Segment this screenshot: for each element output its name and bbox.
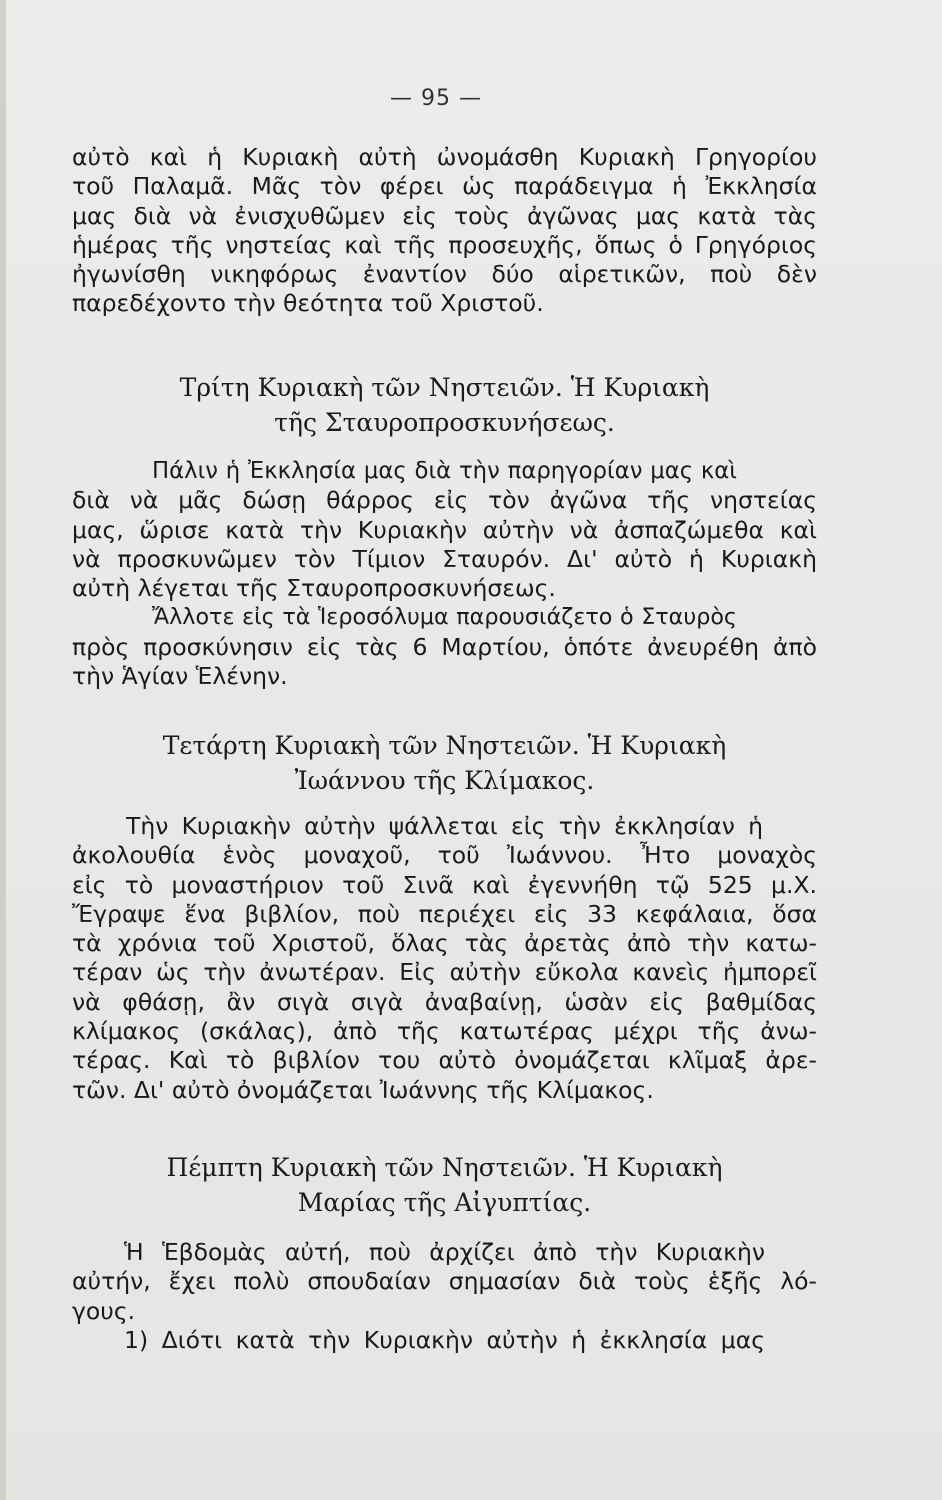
text-line: Πάλιν ἡ Ἐκκλησία μας διὰ τὴν παρηγορίαν μας καὶ — [152, 458, 737, 484]
text-line: πρὸς προσκύνησιν εἰς τὰς 6 Μαρτίου, ὁπότε ἀνευρέθη ἀπὸ — [72, 632, 817, 661]
heading-line: Πέμπτη Κυριακὴ τῶν Νηστειῶν. Ἡ Κυριακὴ — [166, 1153, 723, 1182]
text-line: μας διὰ νὰ ἐνισχυθῶμεν εἰς τοὺς ἀγῶνας μας κατὰ τὰς — [72, 201, 817, 230]
text-line: αὐτὸ καὶ ἡ Κυριακὴ αὐτὴ ὠνομάσθη Κυριακὴ Γρηγορίου — [72, 143, 817, 171]
text-line: γους. — [72, 1296, 136, 1325]
text-line: αὐτήν, ἔχει πολὺ σπουδαίαν σημασίαν διὰ τοὺς ἑξῆς λό- — [72, 1267, 817, 1296]
text-line: νὰ προσκυνῶμεν τὸν Τίμιον Σταυρόν. Δι' αὐτὸ ἡ Κυριακὴ — [72, 544, 817, 573]
heading-line: τῆς Σταυροπροσκυνήσεως. — [274, 408, 615, 437]
text-line: Ἡ Ἑβδομὰς αὐτή, ποὺ ἀρχίζει ἀπὸ τὴν Κυριακὴν — [124, 1238, 765, 1266]
text-line: νὰ φθάσῃ, ἂν σιγὰ σιγὰ ἀναβαίνῃ, ὡσὰν εἰς βαθμίδας — [72, 987, 817, 1016]
text-line: τὰ χρόνια τοῦ Χριστοῦ, ὅλας τὰς ἀρετὰς ἀπὸ τὴν κατω- — [72, 929, 817, 958]
heading-line: Τρίτη Κυριακὴ τῶν Νηστειῶν. Ἡ Κυριακὴ — [179, 373, 710, 402]
text-line: μας, ὥρισε κατὰ τὴν Κυριακὴν αὐτὴν νὰ ἀσπαζώμεθα καὶ — [72, 515, 817, 544]
intro-paragraph — [72, 143, 817, 319]
text-line: κλίμακος (σκάλας), ἀπὸ τῆς κατωτέρας μέχρι τῆς ἀνω- — [72, 1017, 817, 1046]
text-line: ἠγωνίσθη νικηφόρως ἐναντίον δύο αἱρετικῶν, ποὺ δὲν — [72, 260, 817, 289]
text-line: τέρας. Καὶ τὸ βιβλίον του αὐτὸ ὀνομάζεται κλῖμαξ ἀρε- — [72, 1046, 817, 1075]
text-line: τοῦ Παλαμᾶ. Μᾶς τὸν φέρει ὡς παράδειγμα ἡ Ἐκκλησία — [72, 172, 817, 201]
text-line: Τὴν Κυριακὴν αὐτὴν ψάλλεται εἰς τὴν ἐκκλησίαν ἡ — [126, 812, 763, 840]
page-number: — 95 — — [390, 86, 482, 111]
text-line: εἰς τὸ μοναστήριον τοῦ Σινᾶ καὶ ἐγεννήθη τῷ 525 μ.Χ. — [72, 870, 817, 899]
text-line: 1) Διότι κατὰ τὴν Κυριακὴν αὐτὴν ἡ ἐκκλησία μας — [124, 1325, 765, 1354]
text-line: αὐτὴ λέγεται τῆς Σταυροπροσκυνήσεως. — [72, 574, 556, 603]
section-heading-fifth-sunday — [72, 1150, 817, 1220]
heading-line: Τετάρτη Κυριακὴ τῶν Νηστειῶν. Ἡ Κυριακὴ — [162, 731, 727, 760]
text-line: ἡμέρας τῆς νηστείας καὶ τῆς προσευχῆς, ὅπως ὁ Γρηγόριος — [72, 230, 817, 259]
fifth-sunday-paragraph — [72, 1238, 817, 1355]
text-line: ἀκολουθία ἑνὸς μοναχοῦ, τοῦ Ἰωάννου. Ἦτο μοναχὸς — [72, 841, 817, 870]
text-line: τὴν Ἁγίαν Ἑλένην. — [72, 662, 288, 691]
text-line: Ἔγραψε ἕνα βιβλίον, ποὺ περιέχει εἰς 33 κεφάλαια, ὅσα — [72, 899, 817, 928]
section-heading-third-sunday — [72, 370, 817, 440]
heading-line: Ἰωάννου τῆς Κλίμακος. — [294, 766, 595, 795]
heading-line: Μαρίας τῆς Αἰγυπτίας. — [297, 1188, 592, 1217]
fourth-sunday-paragraph — [72, 812, 817, 1105]
text-line: παρεδέχοντο τὴν θεότητα τοῦ Χριστοῦ. — [72, 289, 544, 318]
text-line: Ἄλλοτε εἰς τὰ Ἱεροσόλυμα παρουσιάζετο ὁ Σταυρὸς — [152, 604, 737, 631]
third-sunday-paragraph — [72, 457, 817, 691]
section-heading-fourth-sunday — [72, 728, 817, 798]
text-line: διὰ νὰ μᾶς δώσῃ θάρρος εἰς τὸν ἀγῶνα τῆς νηστείας — [72, 486, 817, 515]
text-line: τῶν. Δι' αὐτὸ ὀνομάζεται Ἰωάννης τῆς Κλίμακος. — [72, 1075, 654, 1104]
text-line: τέραν ὡς τὴν ἀνωτέραν. Εἰς αὐτὴν εὔκολα κανεὶς ἠμπορεῖ — [72, 958, 817, 987]
